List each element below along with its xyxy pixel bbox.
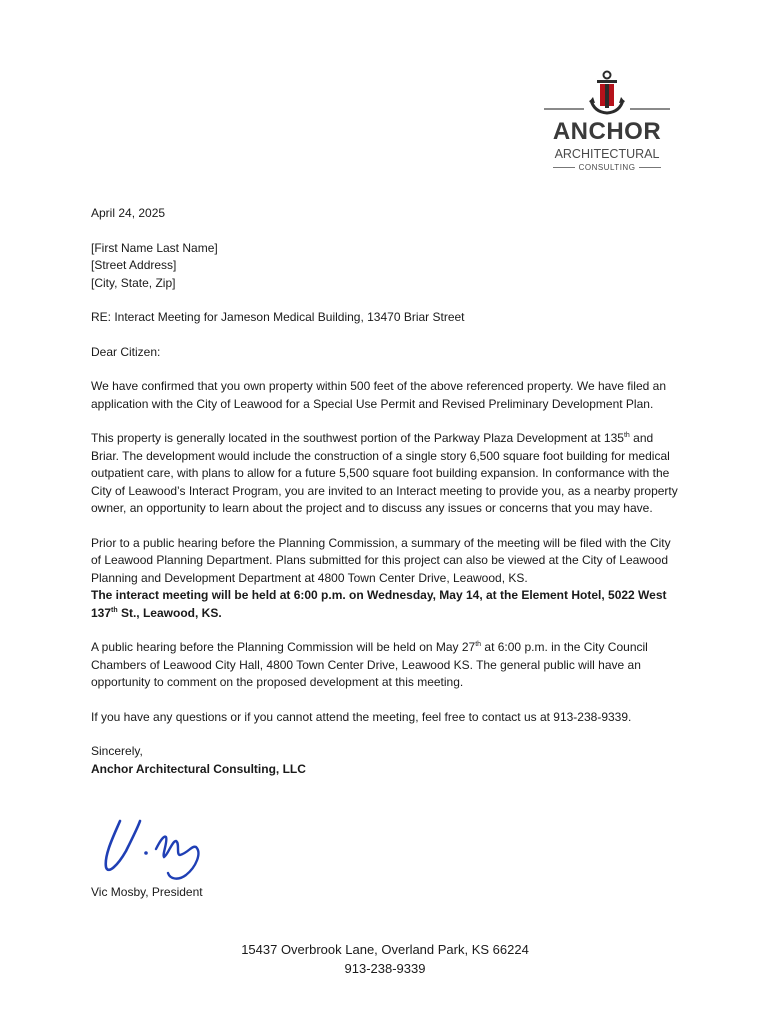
closing: Sincerely, — [91, 744, 143, 758]
anchor-icon — [588, 70, 626, 116]
paragraph-4-text-a: A public hearing before the Planning Commission will be held on May 27 — [91, 640, 476, 654]
letter-date: April 24, 2025 — [91, 206, 166, 220]
logo-rule-left — [544, 108, 584, 110]
paragraph-5: If you have any questions or if you cannot attend the meeting, feel free to contact us at 913-238-9339. — [91, 709, 632, 724]
logo-tagline — [544, 163, 670, 173]
company-logo — [544, 70, 670, 178]
meeting-notice-text-b: St., Leawood, KS. — [117, 605, 222, 620]
letter-footer — [0, 940, 770, 978]
paragraph-2-text-a: This property is generally located in the southwest portion of the Parkway Plaza Development at 135 — [91, 431, 624, 445]
meeting-notice-text-a: The interact meeting will be held at 6:00 p.m. on Wednesday, May 14, at the Element Hotel, 5022 West 137 — [91, 588, 667, 620]
paragraph-3 — [91, 535, 681, 623]
footer-phone: 913-238-9339 — [344, 961, 426, 976]
paragraph-2-sup: th — [623, 432, 630, 439]
letter-body — [91, 205, 681, 778]
logo-tagline-dash-left — [553, 167, 575, 168]
recipient-name: [First Name Last Name] — [91, 240, 218, 255]
logo-subtitle: ARCHITECTURAL — [554, 147, 660, 161]
paragraph-3-text: Prior to a public hearing before the Planning Commission, a summary of the meeting will be filed with the City of Leawood Planning Department. Plans submitted for this project can also be viewed at the City of Leawood Planning and Development Department at 4800 Town Center Drive, Leawood, KS. — [91, 535, 671, 585]
paragraph-1: We have confirmed that you own property within 500 feet of the above referenced property. We have filed an application with the City of Leawood for a Special Use Permit and Revised Preliminary Development Plan. — [91, 379, 667, 411]
logo-tagline-dash-right — [639, 167, 661, 168]
logo-rule-right — [630, 108, 670, 110]
meeting-notice — [91, 587, 681, 622]
paragraph-2-text-b: and Briar. The development would include the construction of a single story 6,500 square foot building for medical outpatient care, with plans to allow for a future 5,500 square foot building expansion. In conformance with the City of Leawood’s Interact Program, you are invited to an Interact meeting to provide you, as a nearby property owner, an opportunity to learn about the project and to discuss any issues or concerns that you may have. — [91, 431, 678, 515]
meeting-notice-sup: th — [111, 606, 118, 614]
recipient-city: [City, State, Zip] — [91, 275, 176, 290]
closing-block — [91, 743, 681, 778]
salutation: Dear Citizen: — [91, 344, 161, 359]
logo-name: ANCHOR — [552, 118, 662, 145]
logo-tagline-text: CONSULTING — [578, 163, 636, 172]
paragraph-4-sup: th — [475, 641, 482, 648]
paragraph-2 — [91, 430, 681, 518]
company-name: Anchor Architectural Consulting, LLC — [91, 761, 306, 776]
recipient-street: [Street Address] — [91, 258, 177, 272]
signer-name: Vic Mosby, President — [91, 885, 203, 899]
re-line: RE: Interact Meeting for Jameson Medical Building, 13470 Briar Street — [91, 310, 465, 324]
recipient-address — [91, 240, 681, 293]
paragraph-4 — [91, 639, 681, 692]
handwritten-signature — [100, 815, 210, 887]
paragraph-4-text-b: at 6:00 p.m. in the City Council Chambers of Leawood City Hall, 4800 Town Center Drive, Leawood KS. The general public will have an opportunity to comment on the proposed development at this meeting. — [91, 640, 648, 689]
footer-address: 15437 Overbrook Lane, Overland Park, KS 66224 — [241, 942, 529, 957]
